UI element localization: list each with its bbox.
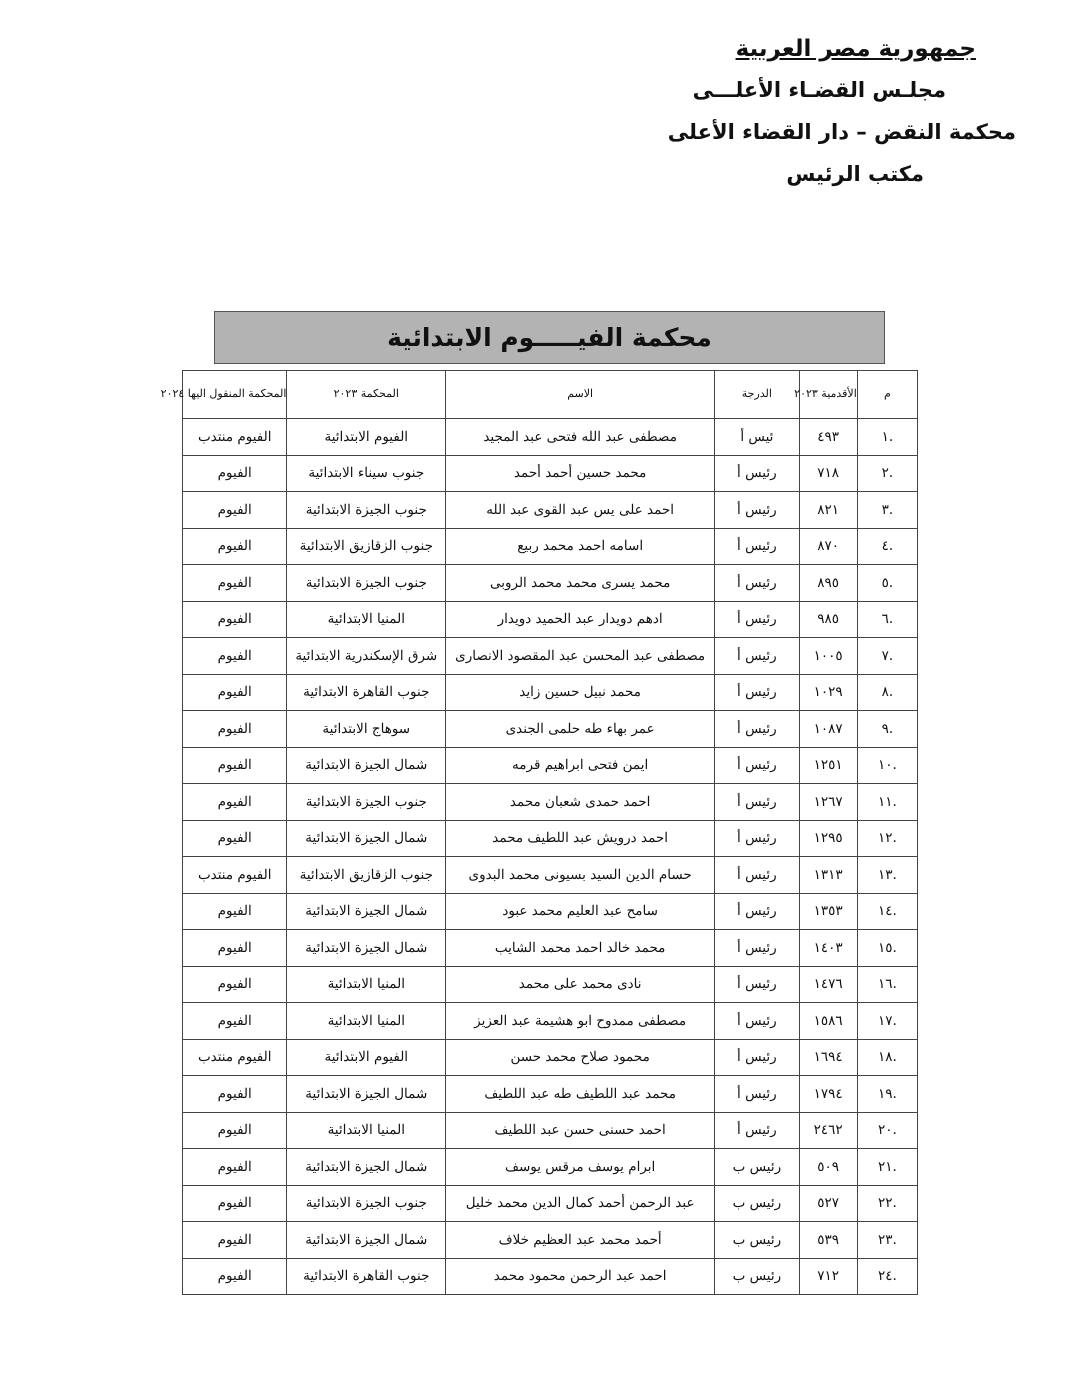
table-row — [183, 1149, 918, 1186]
cell-seniority: ١٤٠٣ — [799, 930, 857, 967]
cell-rank: رئيس أ — [715, 1112, 799, 1149]
cell-court-2023: شمال الجيزة الابتدائية — [287, 1222, 446, 1259]
cell-rank: رئيس ب — [715, 1185, 799, 1222]
table-row — [183, 1003, 918, 1040]
cell-name: محمد حسين أحمد أحمد — [446, 455, 715, 492]
cell-num: .٢ — [857, 455, 917, 492]
cell-court-2023: المنيا الابتدائية — [287, 1003, 446, 1040]
cell-rank: رئيس أ — [715, 820, 799, 857]
cell-transferred-to: الفيوم — [183, 930, 287, 967]
cell-name: ابرام يوسف مرقس يوسف — [446, 1149, 715, 1186]
table-row — [183, 1222, 918, 1259]
cell-num: .١٥ — [857, 930, 917, 967]
cell-name: مصطفى ممدوح ابو هشيمة عبد العزيز — [446, 1003, 715, 1040]
cell-num: .١٠ — [857, 747, 917, 784]
table-row — [183, 930, 918, 967]
cell-name: عبد الرحمن أحمد كمال الدين محمد خليل — [446, 1185, 715, 1222]
cell-name: احمد على يس عبد القوى عبد الله — [446, 492, 715, 529]
cell-num: .١٦ — [857, 966, 917, 1003]
table-row — [183, 893, 918, 930]
cell-name: احمد حسنى حسن عبد اللطيف — [446, 1112, 715, 1149]
table-row — [183, 601, 918, 638]
cell-court-2023: جنوب الجيزة الابتدائية — [287, 565, 446, 602]
court-title: محكمة الفيـــــوم الابتدائية — [214, 311, 885, 364]
cell-rank: ئيس أ — [715, 419, 799, 456]
cell-seniority: ٢٤٦٢ — [799, 1112, 857, 1149]
cell-seniority: ١٥٨٦ — [799, 1003, 857, 1040]
cell-seniority: ١٢٦٧ — [799, 784, 857, 821]
cell-seniority: ٧١٨ — [799, 455, 857, 492]
cell-court-2023: الفيوم الابتدائية — [287, 419, 446, 456]
cell-rank: رئيس أ — [715, 674, 799, 711]
letterhead-country: جمهورية مصر العربية — [735, 36, 976, 62]
cell-seniority: ١٦٩٤ — [799, 1039, 857, 1076]
table-row — [183, 1039, 918, 1076]
cell-rank: رئيس أ — [715, 1003, 799, 1040]
cell-rank: رئيس أ — [715, 565, 799, 602]
letterhead-council: مجلـس القضـاء الأعلـــى — [692, 78, 946, 102]
cell-rank: رئيس أ — [715, 601, 799, 638]
header-rank: الدرجة — [715, 371, 799, 419]
table-row — [183, 1076, 918, 1113]
cell-court-2023: شمال الجيزة الابتدائية — [287, 820, 446, 857]
table-row — [183, 674, 918, 711]
cell-court-2023: شمال الجيزة الابتدائية — [287, 747, 446, 784]
cell-num: .٢٣ — [857, 1222, 917, 1259]
cell-num: .١٣ — [857, 857, 917, 894]
table-row — [183, 966, 918, 1003]
header-transferred-to: المحكمة المنقول اليها ٢٠٢٤ — [183, 371, 287, 419]
cell-transferred-to: الفيوم منتدب — [183, 857, 287, 894]
table-row — [183, 784, 918, 821]
cell-transferred-to: الفيوم — [183, 893, 287, 930]
cell-transferred-to: الفيوم — [183, 565, 287, 602]
table-row — [183, 857, 918, 894]
cell-name: ادهم دويدار عبد الحميد دويدار — [446, 601, 715, 638]
cell-num: .١ — [857, 419, 917, 456]
cell-num: .٨ — [857, 674, 917, 711]
cell-name: محمد نبيل حسين زايد — [446, 674, 715, 711]
header-court-2023: المحكمة ٢٠٢٣ — [287, 371, 446, 419]
table-row — [183, 711, 918, 748]
cell-court-2023: المنيا الابتدائية — [287, 966, 446, 1003]
cell-name: احمد عبد الرحمن محمود محمد — [446, 1258, 715, 1295]
table-row — [183, 565, 918, 602]
cell-rank: رئيس أ — [715, 747, 799, 784]
cell-court-2023: المنيا الابتدائية — [287, 1112, 446, 1149]
cell-court-2023: شمال الجيزة الابتدائية — [287, 1076, 446, 1113]
cell-rank: رئيس أ — [715, 893, 799, 930]
judges-table — [160, 370, 918, 1295]
cell-name: ايمن فتحى ابراهيم قرمه — [446, 747, 715, 784]
cell-court-2023: شمال الجيزة الابتدائية — [287, 1149, 446, 1186]
cell-name: أحمد محمد عبد العظيم خلاف — [446, 1222, 715, 1259]
cell-rank: رئيس ب — [715, 1258, 799, 1295]
cell-name: سامح عبد العليم محمد عبود — [446, 893, 715, 930]
cell-transferred-to: الفيوم — [183, 1149, 287, 1186]
table-row — [183, 1112, 918, 1149]
cell-name: احمد درويش عبد اللطيف محمد — [446, 820, 715, 857]
cell-seniority: ٤٩٣ — [799, 419, 857, 456]
cell-num: .١٢ — [857, 820, 917, 857]
table-row — [183, 820, 918, 857]
cell-seniority: ٥٣٩ — [799, 1222, 857, 1259]
cell-seniority: ٨٧٠ — [799, 528, 857, 565]
table-row — [183, 638, 918, 675]
cell-court-2023: جنوب القاهرة الابتدائية — [287, 1258, 446, 1295]
cell-court-2023: جنوب الجيزة الابتدائية — [287, 784, 446, 821]
cell-seniority: ١٧٩٤ — [799, 1076, 857, 1113]
cell-seniority: ١٠٠٥ — [799, 638, 857, 675]
cell-name: احمد حمدى شعبان محمد — [446, 784, 715, 821]
cell-name: مصطفى عبد المحسن عبد المقصود الانصارى — [446, 638, 715, 675]
cell-rank: رئيس أ — [715, 455, 799, 492]
cell-seniority: ١٣٥٣ — [799, 893, 857, 930]
cell-court-2023: جنوب الجيزة الابتدائية — [287, 1185, 446, 1222]
cell-num: .٢٠ — [857, 1112, 917, 1149]
cell-court-2023: جنوب الزقازيق الابتدائية — [287, 528, 446, 565]
cell-transferred-to: الفيوم — [183, 492, 287, 529]
cell-name: اسامه احمد محمد ربيع — [446, 528, 715, 565]
cell-rank: رئيس أ — [715, 1076, 799, 1113]
cell-rank: رئيس أ — [715, 930, 799, 967]
cell-num: .٧ — [857, 638, 917, 675]
cell-name: عمر بهاء طه حلمى الجندى — [446, 711, 715, 748]
table-body — [183, 419, 918, 1295]
cell-name: محمد خالد احمد محمد الشايب — [446, 930, 715, 967]
cell-name: محمد عبد اللطيف طه عبد اللطيف — [446, 1076, 715, 1113]
cell-court-2023: الفيوم الابتدائية — [287, 1039, 446, 1076]
cell-rank: رئيس ب — [715, 1149, 799, 1186]
cell-rank: رئيس أ — [715, 638, 799, 675]
cell-court-2023: جنوب الجيزة الابتدائية — [287, 492, 446, 529]
cell-seniority: ١٠٢٩ — [799, 674, 857, 711]
cell-transferred-to: الفيوم — [183, 1076, 287, 1113]
cell-transferred-to: الفيوم — [183, 820, 287, 857]
cell-rank: رئيس أ — [715, 1039, 799, 1076]
cell-num: .٢١ — [857, 1149, 917, 1186]
cell-court-2023: شمال الجيزة الابتدائية — [287, 893, 446, 930]
cell-rank: رئيس أ — [715, 711, 799, 748]
cell-name: مصطفى عبد الله فتحى عبد المجيد — [446, 419, 715, 456]
cell-transferred-to: الفيوم — [183, 966, 287, 1003]
cell-rank: رئيس أ — [715, 784, 799, 821]
cell-seniority: ٧١٢ — [799, 1258, 857, 1295]
cell-court-2023: سوهاج الابتدائية — [287, 711, 446, 748]
cell-transferred-to: الفيوم — [183, 1003, 287, 1040]
cell-transferred-to: الفيوم — [183, 784, 287, 821]
cell-transferred-to: الفيوم — [183, 1185, 287, 1222]
cell-seniority: ١٠٨٧ — [799, 711, 857, 748]
cell-name: حسام الدين السيد بسيونى محمد البدوى — [446, 857, 715, 894]
cell-seniority: ١٣١٣ — [799, 857, 857, 894]
header-num: م — [857, 371, 917, 419]
cell-num: .١٨ — [857, 1039, 917, 1076]
letterhead-court: محكمة النقض – دار القضاء الأعلى — [667, 120, 1016, 144]
cell-seniority: ٨٩٥ — [799, 565, 857, 602]
cell-transferred-to: الفيوم — [183, 528, 287, 565]
cell-court-2023: المنيا الابتدائية — [287, 601, 446, 638]
cell-rank: رئيس أ — [715, 528, 799, 565]
cell-seniority: ٥٢٧ — [799, 1185, 857, 1222]
cell-transferred-to: الفيوم — [183, 455, 287, 492]
cell-transferred-to: الفيوم — [183, 1222, 287, 1259]
cell-num: .٩ — [857, 711, 917, 748]
table-header-row — [183, 371, 918, 419]
cell-num: .١٤ — [857, 893, 917, 930]
cell-num: .١٧ — [857, 1003, 917, 1040]
cell-num: .٢٤ — [857, 1258, 917, 1295]
cell-name: محمود صلاح محمد حسن — [446, 1039, 715, 1076]
cell-court-2023: جنوب القاهرة الابتدائية — [287, 674, 446, 711]
cell-transferred-to: الفيوم — [183, 601, 287, 638]
cell-transferred-to: الفيوم — [183, 711, 287, 748]
cell-court-2023: جنوب سيناء الابتدائية — [287, 455, 446, 492]
cell-court-2023: جنوب الزقازيق الابتدائية — [287, 857, 446, 894]
cell-seniority: ١٢٩٥ — [799, 820, 857, 857]
cell-rank: رئيس ب — [715, 1222, 799, 1259]
cell-seniority: ١٢٥١ — [799, 747, 857, 784]
cell-transferred-to: الفيوم — [183, 747, 287, 784]
table-row — [183, 747, 918, 784]
cell-transferred-to: الفيوم منتدب — [183, 1039, 287, 1076]
table-row — [183, 1185, 918, 1222]
cell-court-2023: شمال الجيزة الابتدائية — [287, 930, 446, 967]
cell-name: نادى محمد على محمد — [446, 966, 715, 1003]
cell-transferred-to: الفيوم — [183, 1112, 287, 1149]
table-row — [183, 455, 918, 492]
cell-num: .٤ — [857, 528, 917, 565]
cell-seniority: ٩٨٥ — [799, 601, 857, 638]
cell-seniority: ١٤٧٦ — [799, 966, 857, 1003]
cell-num: .٦ — [857, 601, 917, 638]
cell-num: .٢٢ — [857, 1185, 917, 1222]
cell-transferred-to: الفيوم — [183, 674, 287, 711]
cell-court-2023: شرق الإسكندرية الابتدائية — [287, 638, 446, 675]
table-row — [183, 528, 918, 565]
cell-seniority: ٨٢١ — [799, 492, 857, 529]
cell-num: .٥ — [857, 565, 917, 602]
cell-rank: رئيس أ — [715, 857, 799, 894]
header-seniority: الأقدمية ٢٠٢٣ — [799, 371, 857, 419]
cell-seniority: ٥٠٩ — [799, 1149, 857, 1186]
cell-rank: رئيس أ — [715, 966, 799, 1003]
cell-rank: رئيس أ — [715, 492, 799, 529]
header-name: الاسم — [446, 371, 715, 419]
cell-num: .١٩ — [857, 1076, 917, 1113]
cell-num: .١١ — [857, 784, 917, 821]
cell-name: محمد يسرى محمد محمد الروبى — [446, 565, 715, 602]
cell-transferred-to: الفيوم — [183, 638, 287, 675]
table-row — [183, 419, 918, 456]
cell-transferred-to: الفيوم منتدب — [183, 419, 287, 456]
cell-num: .٣ — [857, 492, 917, 529]
table-row — [183, 492, 918, 529]
table-row — [183, 1258, 918, 1295]
cell-transferred-to: الفيوم — [183, 1258, 287, 1295]
letterhead-office: مكتب الرئيس — [786, 162, 924, 186]
